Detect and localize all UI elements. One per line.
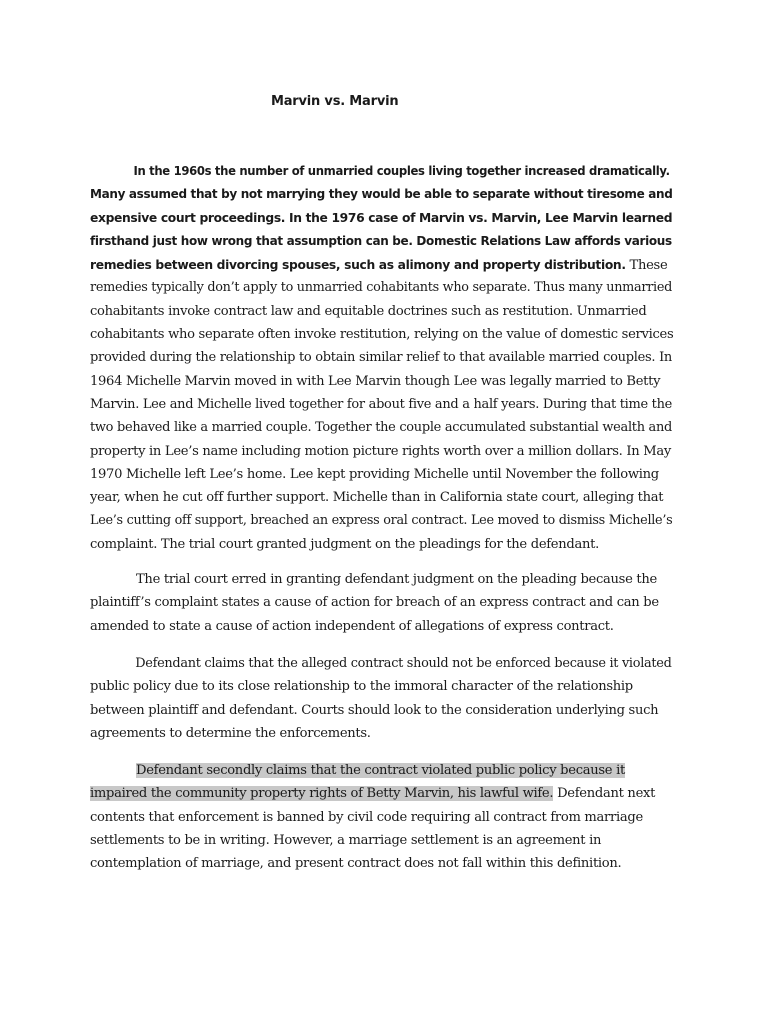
text-line bbox=[90, 782, 672, 805]
text-line: Marvin. Lee and Michelle lived together for about five and a half years. During that time the bbox=[90, 396, 673, 412]
text-line: In the 1960s the number of unmarried couples living together increased dramatically. bbox=[133, 164, 670, 178]
text-line: two behaved like a married couple. Together the couple accumulated substantial wealth and bbox=[90, 420, 673, 436]
text-line bbox=[90, 759, 672, 782]
paragraph-3 bbox=[90, 652, 672, 745]
text-line: between plaintiff and defendant. Courts should look to the consideration underlying such bbox=[90, 702, 659, 718]
text-line: Lee’s cutting off support, breached an express oral contract. Lee moved to dismiss Michelle’s bbox=[90, 513, 673, 529]
paragraph-4 bbox=[90, 759, 672, 875]
text-line: expensive court proceedings. In the 1976 case of Marvin vs. Marvin, Lee Marvin learned bbox=[90, 210, 673, 225]
text-line: 1970 Michelle left Lee’s home. Lee kept providing Michelle until November the following bbox=[90, 466, 659, 482]
text-line: contemplation of marriage, and present contract does not fall within this definition. bbox=[90, 856, 622, 872]
highlighted-text: impaired the community property rights of Betty Marvin, his lawful wife. bbox=[90, 786, 554, 802]
paragraph-1 bbox=[90, 160, 672, 556]
text-line: complaint. The trial court granted judgment on the pleadings for the defendant. bbox=[90, 536, 599, 552]
text-segment: Defendant next bbox=[553, 786, 656, 802]
paragraph-2 bbox=[90, 568, 672, 638]
text-line: amended to state a cause of action independent of allegations of express contract. bbox=[90, 618, 614, 634]
text-line: cohabitants who separate often invoke restitution, relying on the value of domestic services bbox=[90, 327, 674, 343]
text-line: plaintiff’s complaint states a cause of action for breach of an express contract and can be bbox=[90, 595, 659, 611]
text-segment: remedies between divorcing spouses, such as alimony and property distribution. bbox=[90, 258, 626, 273]
text-line: agreements to determine the enforcements. bbox=[90, 725, 371, 741]
text-line: The trial court erred in granting defendant judgment on the pleading because the bbox=[136, 572, 657, 587]
text-line: firsthand just how wrong that assumption can be. Domestic Relations Law affords various bbox=[90, 233, 672, 248]
text-line: remedies typically don’t apply to unmarried cohabitants who separate. Thus many unmarried bbox=[90, 280, 673, 296]
text-line: Many assumed that by not marrying they would be able to separate without tiresome and bbox=[90, 187, 673, 202]
text-line: 1964 Michelle Marvin moved in with Lee Marvin though Lee was legally married to Betty bbox=[90, 373, 661, 389]
text-line: Defendant claims that the alleged contract should not be enforced because it violated bbox=[135, 656, 672, 671]
text-line: year, when he cut off further support. Michelle than in California state court, alleging that bbox=[90, 490, 664, 506]
text-line: cohabitants invoke contract law and equitable doctrines such as restitution. Unmarried bbox=[90, 303, 647, 319]
text-line: contents that enforcement is banned by civil code requiring all contract from marriage bbox=[90, 809, 643, 825]
document-page bbox=[90, 0, 672, 1024]
highlighted-text: Defendant secondly claims that the contract violated public policy because it bbox=[136, 763, 625, 778]
text-line: provided during the relationship to obtain similar relief to that available married couples. In bbox=[90, 350, 673, 366]
text-segment: These bbox=[625, 258, 668, 274]
document-title: Marvin vs. Marvin bbox=[271, 94, 399, 109]
text-line bbox=[90, 253, 672, 276]
text-line: public policy due to its close relationship to the immoral character of the relationship bbox=[90, 679, 633, 695]
text-line: property in Lee’s name including motion picture rights worth over a million dollars. In May bbox=[90, 443, 671, 459]
text-line: settlements to be in writing. However, a marriage settlement is an agreement in bbox=[90, 832, 602, 848]
